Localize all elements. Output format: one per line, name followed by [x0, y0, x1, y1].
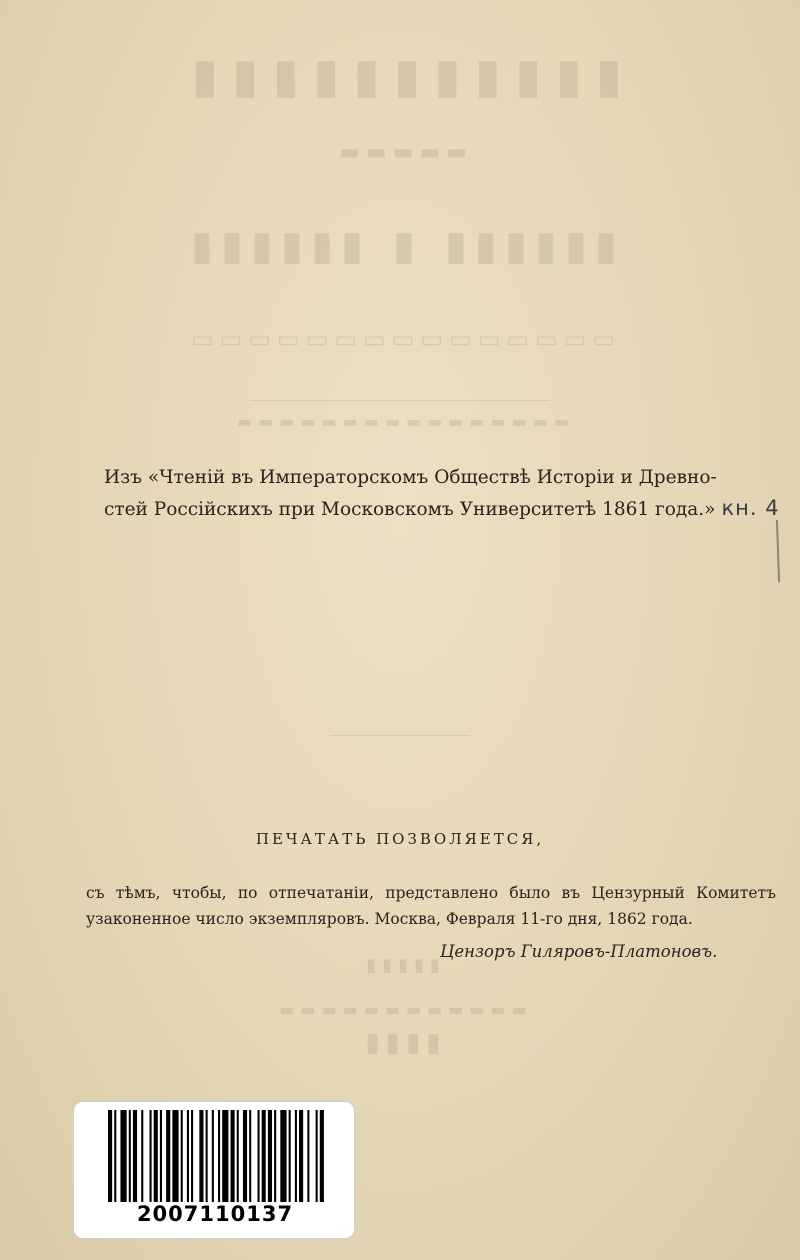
- source-citation-line-2-text: стей Россійскихъ при Московскомъ Университетѣ 1861 года.»: [104, 499, 716, 520]
- bleed-through-rule: [330, 735, 470, 736]
- permission-line-2: узаконенное число экземпляровъ. Москва, Февраля 11-го дня, 1862 года.: [86, 910, 693, 928]
- permission-line-1: съ тѣмъ, чтобы, по отпечатаніи, представлено было въ Цензурный Комитетъ: [86, 884, 776, 902]
- barcode-bar: [114, 1110, 116, 1202]
- source-citation: [104, 463, 784, 525]
- barcode-bar: [299, 1110, 303, 1202]
- barcode-bar: [120, 1110, 126, 1202]
- barcode-bar: [243, 1110, 247, 1202]
- barcode-bar: [181, 1110, 183, 1202]
- barcode-bar: [218, 1110, 220, 1202]
- barcode-bar: [187, 1110, 189, 1202]
- barcode-bar: [231, 1110, 235, 1202]
- barcode-bar: [222, 1110, 228, 1202]
- permission-text: [86, 880, 776, 932]
- censor-signature: Цензоръ Гиляровъ-Платоновъ.: [440, 942, 718, 961]
- barcode-bar: [295, 1110, 297, 1202]
- handwritten-volume-note: кн. 4: [721, 496, 780, 520]
- barcode-bar: [289, 1110, 291, 1202]
- barcode-icon: [108, 1110, 326, 1202]
- bleed-through-imprint: ▮▮▮▮▮: [360, 955, 440, 976]
- bleed-through-subtitle: ▭▭▭▭▭▭▭▭▭▭▭▭▭▭▭: [184, 325, 616, 353]
- barcode-bar: [166, 1110, 170, 1202]
- barcode-sticker: [73, 1101, 355, 1239]
- bleed-through-heading: ▮▮▮▮▮▮ ▮ ▮▮▮▮▮▮: [183, 222, 618, 269]
- barcode-bar: [191, 1110, 193, 1202]
- barcode-bar: [262, 1110, 266, 1202]
- bleed-through-imprint-line: ▬▬▬▬▬▬▬▬▬▬▬▬: [273, 1000, 527, 1019]
- barcode-bar: [133, 1110, 137, 1202]
- bleed-through-line: ▬▬▬▬▬: [333, 140, 467, 165]
- barcode-bar: [274, 1110, 276, 1202]
- source-citation-line-1: Изъ «Чтеній въ Императорскомъ Обществѣ Исторіи и Древно-: [104, 467, 717, 488]
- barcode-bar: [141, 1110, 143, 1202]
- barcode-bar: [154, 1110, 158, 1202]
- barcode-bar: [320, 1110, 324, 1202]
- source-citation-line-2: [104, 493, 784, 525]
- barcode-bar: [268, 1110, 272, 1202]
- barcode-bar: [249, 1110, 251, 1202]
- barcode-bar: [172, 1110, 178, 1202]
- barcode-bar: [160, 1110, 162, 1202]
- barcode-bar: [257, 1110, 259, 1202]
- barcode-bar: [199, 1110, 203, 1202]
- bleed-through-title: ▮▮▮▮▮▮▮▮▮▮▮: [177, 48, 623, 104]
- barcode-bar: [129, 1110, 131, 1202]
- barcode-bar: [280, 1110, 286, 1202]
- barcode-bar: [206, 1110, 208, 1202]
- barcode-bar: [212, 1110, 214, 1202]
- barcode-bar: [237, 1110, 239, 1202]
- bleed-through-rule: [250, 400, 550, 401]
- barcode-bar: [307, 1110, 309, 1202]
- bleed-through-small: ▬▬▬▬▬▬▬▬▬▬▬▬▬▬▬▬: [231, 412, 569, 431]
- barcode-bar: [108, 1110, 112, 1202]
- pencil-margin-mark: [776, 520, 780, 582]
- bleed-through-year: ▮▮▮▮: [359, 1028, 441, 1058]
- barcode-number: 2007110137: [136, 1202, 294, 1226]
- barcode-bar: [316, 1110, 318, 1202]
- barcode-bar: [150, 1110, 152, 1202]
- permission-heading: ПЕЧАТАТЬ ПОЗВОЛЯЕТСЯ,: [255, 830, 545, 848]
